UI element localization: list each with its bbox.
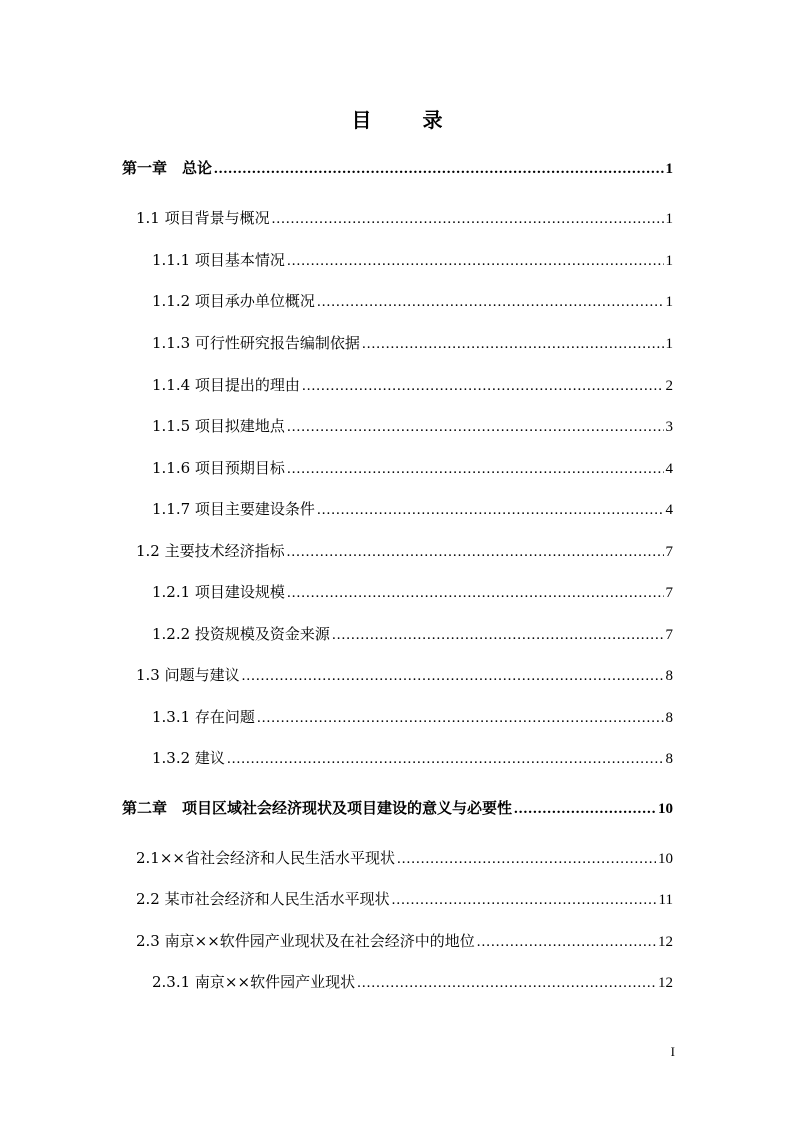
toc-entry[interactable]	[136, 541, 673, 562]
toc-entry-label: 第一章 总论	[122, 159, 213, 177]
toc-entry[interactable]	[136, 665, 673, 686]
toc-leader-dots	[272, 209, 664, 229]
toc-leader-dots	[287, 417, 664, 437]
toc-leader-dots	[317, 500, 664, 520]
toc-leader-dots	[287, 251, 664, 271]
toc-entry-page: 10	[658, 801, 673, 817]
toc-entry-label: 1.3.2 建议	[152, 749, 225, 767]
toc-entry-page: 10	[658, 851, 673, 867]
toc-leader-dots	[257, 708, 664, 728]
toc-entry-page: 11	[658, 892, 673, 908]
toc-leader-dots	[227, 749, 664, 769]
toc-entry[interactable]	[152, 582, 673, 603]
toc-entry-page: 8	[665, 710, 673, 726]
toc-entry-page: 1	[665, 161, 673, 177]
toc-entry-label: 2.1××省社会经济和人民生活水平现状	[136, 849, 395, 867]
toc-entry[interactable]	[136, 848, 673, 869]
toc-entry-page: 7	[665, 585, 673, 601]
toc-leader-dots	[302, 376, 664, 396]
toc-entry[interactable]	[152, 291, 673, 312]
toc-entry[interactable]	[152, 624, 673, 645]
toc-entry[interactable]	[152, 333, 673, 354]
page-number: I	[670, 1044, 675, 1059]
toc-entry-page: 4	[665, 461, 673, 477]
toc-entry-page: 7	[665, 627, 673, 643]
toc-leader-dots	[287, 542, 664, 562]
toc-entry[interactable]	[152, 707, 673, 728]
toc-entry-page: 3	[665, 419, 673, 435]
toc-entry[interactable]	[122, 798, 673, 819]
page-title: 目 录	[351, 108, 465, 132]
toc-entry-label: 1.1 项目背景与概况	[136, 209, 270, 227]
toc-entry-page: 8	[665, 751, 673, 767]
toc-leader-dots	[397, 849, 656, 869]
toc-entry-page: 8	[665, 668, 673, 684]
toc-entry-label: 1.1.5 项目拟建地点	[152, 417, 285, 435]
toc-leader-dots	[287, 459, 664, 479]
toc-leader-dots	[242, 666, 664, 686]
toc-entry[interactable]	[152, 499, 673, 520]
toc-leader-dots	[332, 625, 664, 645]
toc-entry[interactable]	[152, 250, 673, 271]
toc-leader-dots	[317, 292, 664, 312]
toc-entry-label: 1.3 问题与建议	[136, 666, 240, 684]
toc-leader-dots	[357, 973, 656, 993]
toc-entry-label: 1.1.7 项目主要建设条件	[152, 500, 315, 518]
toc-entry-label: 第二章 项目区域社会经济现状及项目建设的意义与必要性	[122, 799, 513, 817]
toc-entry-label: 1.1.2 项目承办单位概况	[152, 292, 315, 310]
toc-entry[interactable]	[136, 931, 673, 952]
toc-entry-page: 12	[658, 934, 673, 950]
toc-entry-page: 1	[665, 211, 673, 227]
toc-entry-label: 1.1.6 项目预期目标	[152, 459, 285, 477]
toc-entry-page: 1	[665, 336, 673, 352]
toc-entry-label: 1.1.3 可行性研究报告编制依据	[152, 334, 360, 352]
toc-entry[interactable]	[152, 748, 673, 769]
toc-entry[interactable]	[136, 889, 673, 910]
toc-entry-label: 1.1.4 项目提出的理由	[152, 376, 300, 394]
toc-entry[interactable]	[152, 416, 673, 437]
toc-leader-dots	[477, 932, 656, 952]
toc-entry-label: 2.3 南京××软件园产业现状及在社会经济中的地位	[136, 932, 475, 950]
toc-entry-label: 1.2.2 投资规模及资金来源	[152, 625, 330, 643]
toc-entry-page: 1	[665, 253, 673, 269]
toc-entry-label: 1.2 主要技术经济指标	[136, 542, 285, 560]
toc-entry-label: 1.1.1 项目基本情况	[152, 251, 285, 269]
toc-entry-page: 1	[665, 294, 673, 310]
toc-leader-dots	[214, 159, 663, 179]
toc-entry[interactable]	[152, 375, 673, 396]
toc-entry[interactable]	[136, 208, 673, 229]
toc-entry-page: 2	[665, 378, 673, 394]
toc-entry[interactable]	[152, 972, 673, 993]
toc-entry-page: 12	[658, 975, 673, 991]
toc-leader-dots	[362, 334, 664, 354]
toc-leader-dots	[287, 583, 664, 603]
toc-entry[interactable]	[152, 458, 673, 479]
toc-entry-label: 2.3.1 南京××软件园产业现状	[152, 973, 356, 991]
toc-leader-dots	[514, 799, 656, 819]
toc-entry-label: 1.3.1 存在问题	[152, 708, 255, 726]
toc-entry-label: 1.2.1 项目建设规模	[152, 583, 285, 601]
toc-entry[interactable]	[122, 158, 673, 179]
toc-entry-page: 7	[665, 544, 673, 560]
toc-entry-page: 4	[665, 502, 673, 518]
toc-leader-dots	[392, 890, 657, 910]
toc-entry-label: 2.2 某市社会经济和人民生活水平现状	[136, 890, 390, 908]
